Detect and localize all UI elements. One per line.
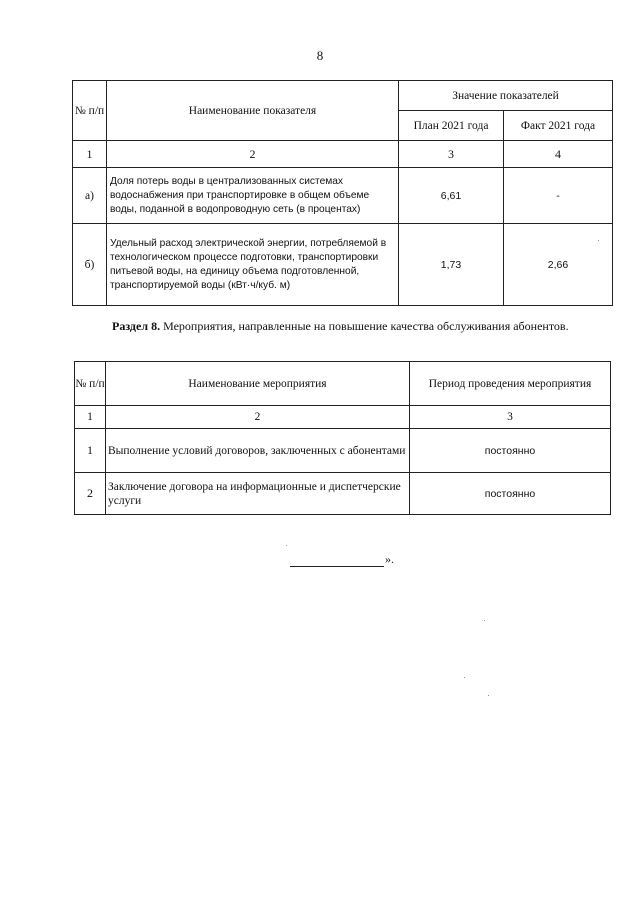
page-number: 8: [316, 48, 324, 63]
scan-speck: [484, 620, 485, 621]
header-fact: Факт 2021 года: [504, 111, 613, 141]
scan-speck: [286, 545, 287, 546]
header-measure-name: Наименование мероприятия: [106, 362, 410, 406]
column-numbers-row: [75, 406, 611, 429]
section-label: Раздел 8.: [112, 319, 161, 333]
header-values-group: Значение показателей: [399, 81, 613, 111]
header-num: № п/п: [73, 81, 107, 141]
scan-speck: [598, 240, 599, 241]
column-numbers-row: [73, 141, 613, 168]
section-8-heading: [72, 318, 612, 335]
row-index: а): [73, 168, 107, 224]
fact-value: 2,66: [504, 224, 613, 306]
column-number: 3: [399, 141, 504, 168]
header-period: Период проведения мероприятия: [410, 362, 611, 406]
column-number: 1: [75, 406, 106, 429]
header-indicator-name: Наименование показателя: [107, 81, 399, 141]
plan-value: 6,61: [399, 168, 504, 224]
measure-name: Выполнение условий договоров, заключенных с абонентами: [106, 429, 410, 473]
column-number: 4: [504, 141, 613, 168]
indicator-name: Доля потерь воды в централизованных системах водоснабжения при транспортировке в общем объеме воды, поданной в водопроводную сеть (в процентах): [107, 168, 399, 224]
measure-name: Заключение договора на информационные и диспетчерские услуги: [106, 473, 410, 515]
plan-value: 1,73: [399, 224, 504, 306]
scan-speck: [464, 677, 465, 678]
scan-speck: [488, 695, 489, 696]
table-row: [73, 224, 613, 306]
column-number: 1: [73, 141, 107, 168]
row-index: 1: [75, 429, 106, 473]
table-row: [75, 429, 611, 473]
header-plan: План 2021 года: [399, 111, 504, 141]
fact-value: -: [504, 168, 613, 224]
section-text: Мероприятия, направленные на повышение качества обслуживания абонентов.: [163, 319, 569, 333]
signature-underline: [290, 566, 384, 567]
row-index: б): [73, 224, 107, 306]
column-number: 3: [410, 406, 611, 429]
header-num: № п/п: [75, 362, 106, 406]
closing-line: [290, 552, 394, 567]
table-row: [75, 473, 611, 515]
row-index: 2: [75, 473, 106, 515]
indicators-table: [72, 80, 613, 306]
table-row: [73, 168, 613, 224]
measures-table: [74, 361, 611, 515]
indicator-name: Удельный расход электрической энергии, потребляемой в технологическом процессе подготовки, транспортировки питьевой воды, на единицу объема подготовленной, транспортируемой воды (кВт·ч/куб. м): [107, 224, 399, 306]
period-value: постоянно: [410, 429, 611, 473]
closing-quote: ».: [385, 552, 394, 566]
column-number: 2: [107, 141, 399, 168]
column-number: 2: [106, 406, 410, 429]
period-value: постоянно: [410, 473, 611, 515]
